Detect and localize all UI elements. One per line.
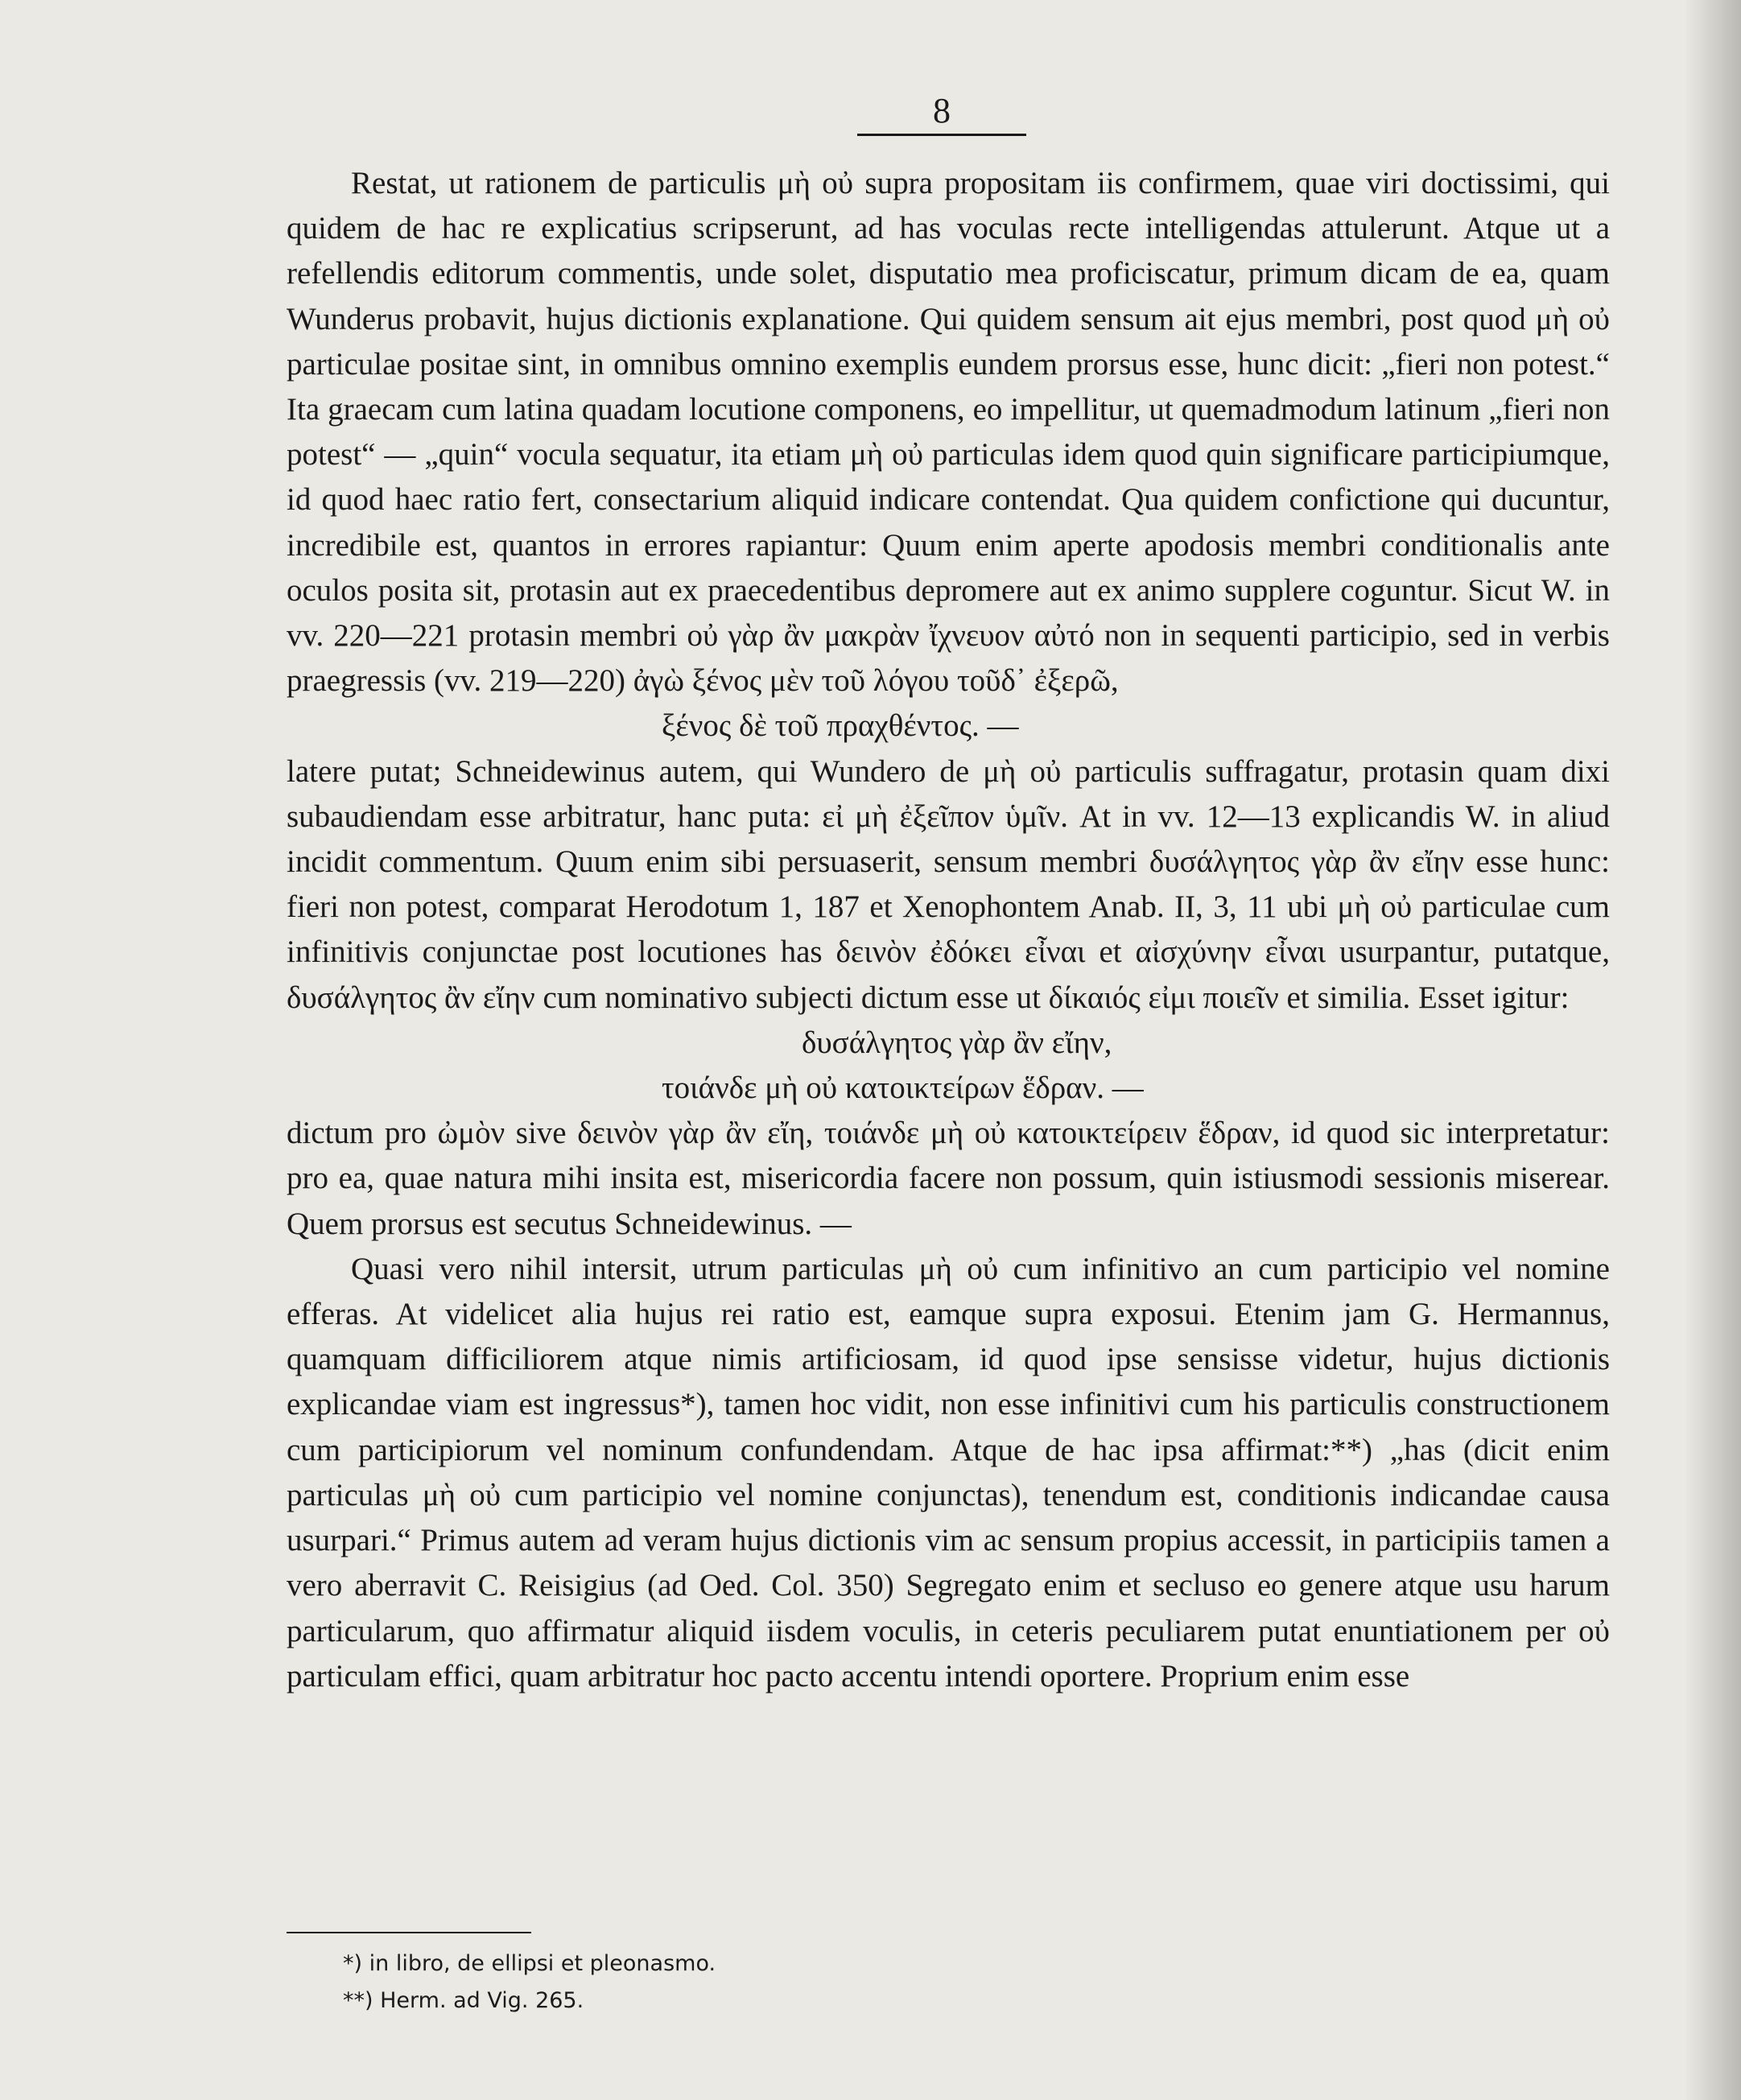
verse-line: ξένος δὲ τοῦ πραχθέντος. —	[662, 708, 1019, 744]
verse-line: δυσάλγητος γὰρ ἂν εἴην,	[802, 1025, 1112, 1060]
paragraph-4: Quasi vero nihil intersit, utrum particulas μὴ οὐ cum infinitivo an cum participio vel nomine efferas. At videlicet alia hujus rei ratio est, eamque supra exposui. Etenim jam G. Hermannus, quamquam difficiliorem atque nimis artificiosam, id quod ipse sensisse videtur, hujus dictionis explicandae viam est ingressus*), tamen hoc vidit, non esse infinitivi cum his particulis constructionem cum participiorum vel nominum confundendam. Atque de hac ipsa affirmat:**) „has (dicit enim particulas μὴ οὐ cum participio vel nomine conjunctas), tenendum est, conditionis indicandae causa usurpari.“ Primus autem ad veram hujus dictionis vim ac sensum propius accessit, in participiis tamen a vero aberravit C. Reisigius (ad Oed. Col. 350) Segregato enim et secluso eo genere atque usu harum particularum, quo affirmatur aliquid iisdem voculis, in ceteris peculiarem putat enuntiationem per οὐ particulam effici, quam arbitratur hoc pacto accentu intendi oportere. Proprium enim esse	[287, 1251, 1610, 1694]
verse-quote-1	[287, 703, 1610, 749]
footnote-1: *) in libro, de ellipsi et pleonasmo.	[343, 1951, 716, 1976]
page-number-rule	[857, 134, 1026, 136]
footnotes	[343, 1945, 1309, 2020]
page-number: 8	[933, 91, 951, 130]
paragraph-3: dictum pro ὠμὸν sive δεινὸν γὰρ ἂν εἴη, τοιάνδε μὴ οὐ κατοικτείρειν ἕδραν, id quod sic interpretatur: pro ea, quae natura mihi insita est, misericordia facere non possum, quin istiusmodi sessionis miserear. Quem prorsus est secutus Schneidewinus. —	[287, 1116, 1610, 1241]
page-edge-shadow	[1685, 0, 1741, 2100]
footnote-2: **) Herm. ad Vig. 265.	[343, 1988, 584, 2013]
paragraph-1: Restat, ut rationem de particulis μὴ οὐ supra propositam iis confirmem, quae viri doctissimi, qui quidem de hac re explicatius scripserunt, ad has voculas recte intelligendas attulerunt. Atque ut a refellendis editorum commentis, unde solet, disputatio mea proficiscatur, primum dicam de ea, quam Wunderus probavit, hujus dictionis explanatione. Qui quidem sensum ait ejus membri, post quod μὴ οὐ particulae positae sint, in omnibus omnino exemplis eundem prorsus esse, hunc dicit: „fieri non potest.“ Ita graecam cum latina quadam locutione componens, eo impellitur, ut quemadmodum latinum „fieri non potest“ — „quin“ vocula sequatur, ita etiam μὴ οὐ particulas idem quod quin significare participiumque, id quod haec ratio fert, consectarium aliquid indicare contendat. Qua quidem confictione qui ducuntur, incredibile est, quantos in errores rapiantur: Quum enim aperte apodosis membri conditionalis ante oculos posita sit, protasin aut ex praecedentibus depromere aut ex animo supplere coguntur. Sicut W. in vv. 220—221 protasin membri οὐ γὰρ ἂν μακρὰν ἴχνευον αὐτό non in sequenti participio, sed in verbis praegressis (vv. 219—220) ἀγὼ ξένος μὲν τοῦ λόγου τοῦδ᾽ ἐξερῶ,	[287, 166, 1610, 699]
footnote-rule	[287, 1932, 531, 1933]
verse-quote-2	[287, 1021, 1610, 1111]
body-text	[287, 161, 1610, 1699]
verse-line: τοιάνδε μὴ οὐ κατοικτείρων ἕδραν. —	[662, 1071, 1144, 1106]
paragraph-2: latere putat; Schneidewinus autem, qui Wundero de μὴ οὐ particulis suffragatur, protasin quam dixi subaudiendam esse arbitratur, hanc puta: εἰ μὴ ἐξεῖπον ὑμῖν. At in vv. 12—13 explicandis W. in aliud incidit commentum. Quum enim sibi persuaserit, sensum membri δυσάλγητος γὰρ ἂν εἴην esse hunc: fieri non potest, comparat Herodotum 1, 187 et Xenophontem Anab. II, 3, 11 ubi μὴ οὐ particulae cum infinitivis conjunctae post locutiones has δεινὸν ἐδόκει εἶναι et αἰσχύνην εἶναι usurpantur, putatque, δυσάλγητος ἂν εἴην cum nominativo subjecti dictum esse ut δίκαιός εἰμι ποιεῖν et similia. Esset igitur:	[287, 753, 1610, 1015]
